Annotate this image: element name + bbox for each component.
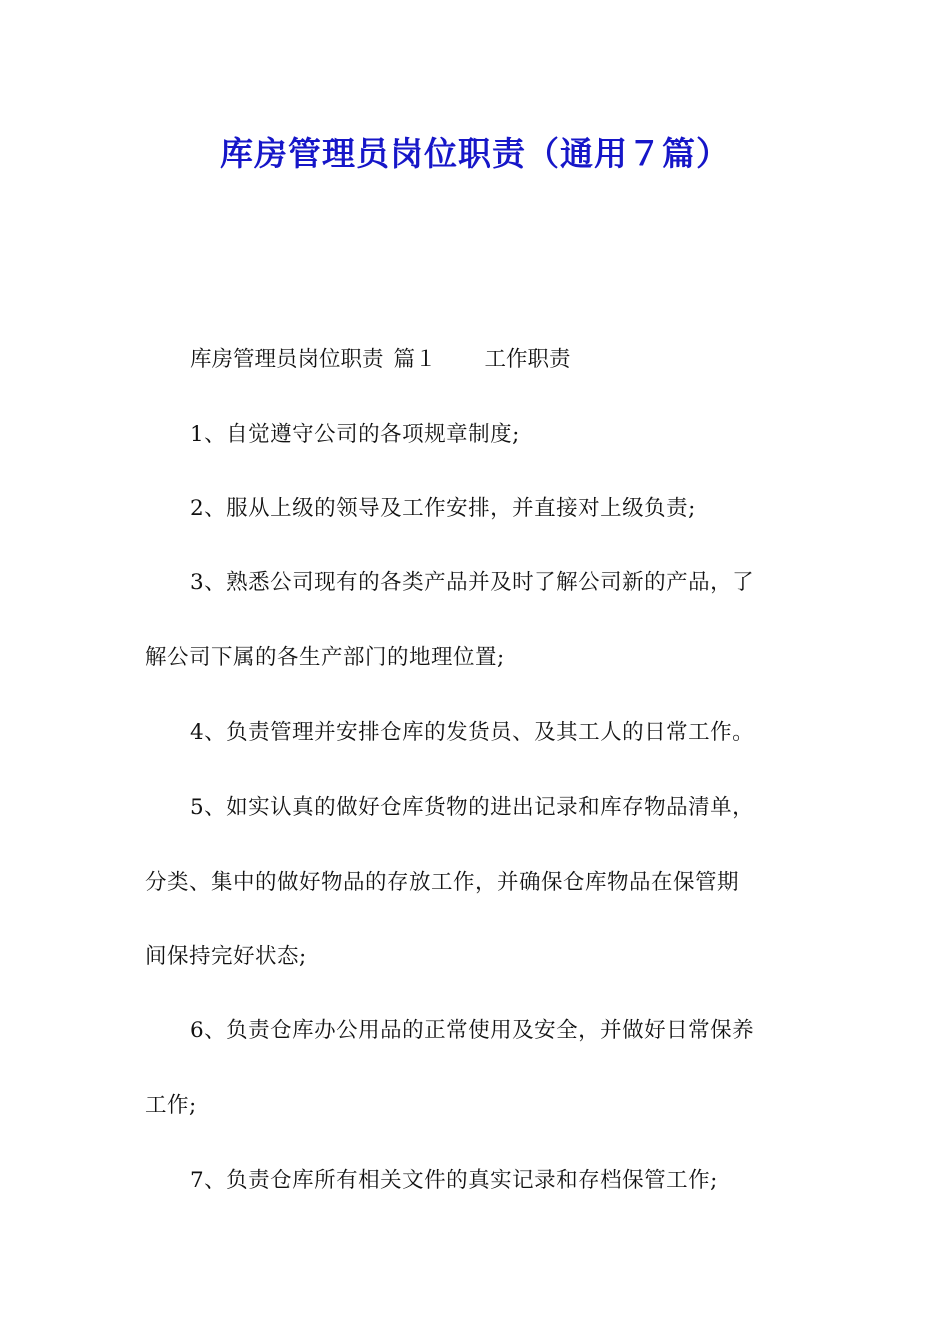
duty-item-5-continued: 分类、集中的做好物品的存放工作，并确保仓库物品在保管期 (145, 870, 740, 895)
section-title: 库房管理员岗位职责 (190, 347, 384, 372)
duty-item-3-continued: 解公司下属的各生产部门的地理位置; (145, 645, 505, 670)
duty-item-2: 2、服从上级的领导及工作安排，并直接对上级负责; (190, 496, 696, 521)
duty-item-5: 5、如实认真的做好仓库货物的进出记录和库存物品清单， (190, 795, 755, 820)
section-subheading: 工作职责 (484, 347, 571, 372)
duty-item-1: 1、自觉遵守公司的各项规章制度; (190, 422, 520, 447)
duty-item-6-continued: 工作; (145, 1093, 197, 1118)
duty-item-7: 7、负责仓库所有相关文件的真实记录和存档保管工作; (190, 1168, 718, 1193)
duty-item-4: 4、负责管理并安排仓库的发货员、及其工人的日常工作。 (190, 720, 755, 745)
section-part: 篇１ (393, 347, 437, 372)
duty-item-3: 3、熟悉公司现有的各类产品并及时了解公司新的产品，了 (190, 570, 755, 595)
document-title: 库房管理员岗位职责（通用７篇） (220, 134, 730, 173)
duty-item-6: 6、负责仓库办公用品的正常使用及安全，并做好日常保养 (190, 1018, 755, 1043)
duty-item-5-continued: 间保持完好状态; (145, 944, 307, 969)
section-heading (190, 345, 571, 375)
